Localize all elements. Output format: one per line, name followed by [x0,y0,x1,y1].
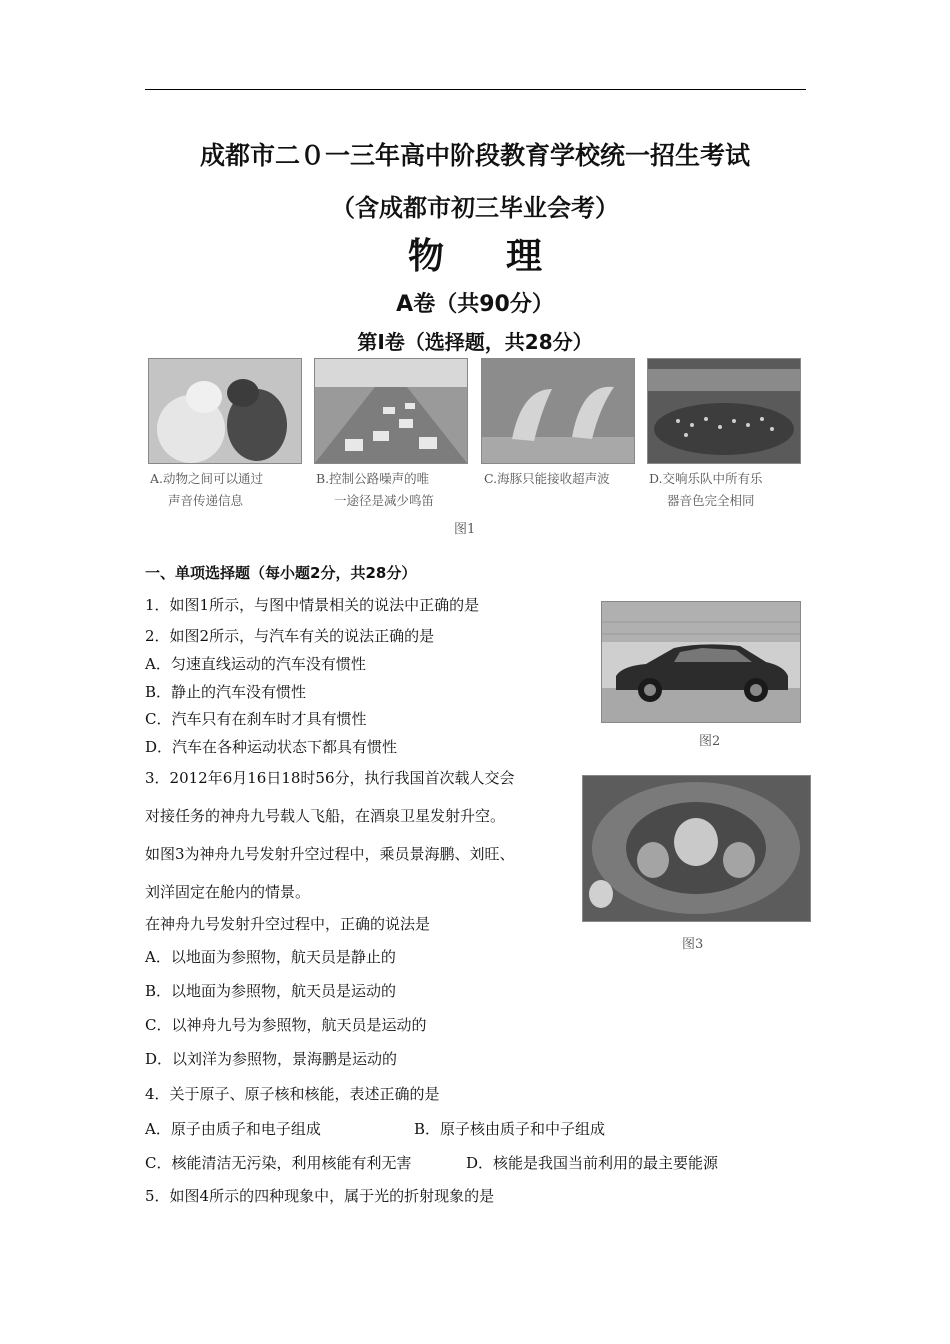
figure1-caption-d: D.交响乐队中所有乐 器音色完全相同 [649,471,763,508]
q3-option-b: B．以地面为参照物，航天员是运动的 [145,982,397,1000]
volume-title: A卷（共90分） [396,292,554,317]
exam-title: 成都市二０一三年高中阶段教育学校统一招生考试 [199,141,750,170]
figure1-photo-dolphins [481,358,635,464]
q4-option-a: A．原子由质子和电子组成 [145,1120,321,1138]
q3-question: 在神舟九号发射升空过程中，正确的说法是 [145,915,431,933]
q3-option-c: C．以神舟九号为参照物，航天员是运动的 [145,1016,427,1034]
q1-text: 1．如图1所示，与图中情景相关的说法中正确的是 [145,596,480,614]
q3-line-1: 3．2012年6月16日18时56分，执行我国首次载人交会 [145,769,515,787]
q2-option-d: D．汽车在各种运动状态下都具有惯性 [145,738,398,756]
subject-title: 物理 [407,235,604,277]
q2-option-a: A．匀速直线运动的汽车没有惯性 [145,655,366,673]
figure1-caption-a: A.动物之间可以通过 声音传递信息 [150,471,264,508]
q5-text: 5．如图4所示的四种现象中，属于光的折射现象的是 [145,1187,495,1205]
q2-option-b: B．静止的汽车没有惯性 [145,683,307,701]
figure3-photo-capsule [582,775,811,922]
q2-option-c: C．汽车只有在刹车时才具有惯性 [145,710,367,728]
q3-line-4: 刘洋固定在舱内的情景。 [145,883,311,901]
q3-line-2: 对接任务的神舟九号载人飞船，在酒泉卫星发射升空。 [145,807,506,825]
exam-subtitle: （含成都市初三毕业会考） [331,193,619,222]
q4-option-d: D．核能是我国当前利用的最主要能源 [466,1154,719,1172]
figure1-photo-animals [148,358,302,464]
q4-option-b: B．原子核由质子和中子组成 [414,1120,606,1138]
q3-option-a: A．以地面为参照物，航天员是静止的 [145,948,396,966]
top-rule [145,89,806,90]
figure1-caption-c: C.海豚只能接收超声波 [484,471,610,486]
figure2-photo-car [601,601,801,723]
figure2-label: 图2 [699,734,721,749]
figure1-caption-b: B.控制公路噪声的唯 一途径是减少鸣笛 [316,471,435,508]
q4-option-c: C．核能清洁无污染，利用核能有利无害 [145,1154,412,1172]
q3-option-d: D．以刘洋为参照物，景海鹏是运动的 [145,1050,398,1068]
figure1-photo-orchestra [647,358,801,464]
section-heading: 一、单项选择题（每小题2分，共28分） [145,564,417,582]
part-title: 第Ⅰ卷（选择题，共28分） [357,330,593,354]
figure1-photo-highway [314,358,468,464]
q2-text: 2．如图2所示，与汽车有关的说法正确的是 [145,627,435,645]
q4-text: 4．关于原子、原子核和核能，表述正确的是 [145,1085,440,1103]
figure3-label: 图3 [682,937,704,952]
q3-line-3: 如图3为神舟九号发射升空过程中，乘员景海鹏、刘旺、 [145,845,515,863]
figure1-label: 图1 [454,522,476,537]
